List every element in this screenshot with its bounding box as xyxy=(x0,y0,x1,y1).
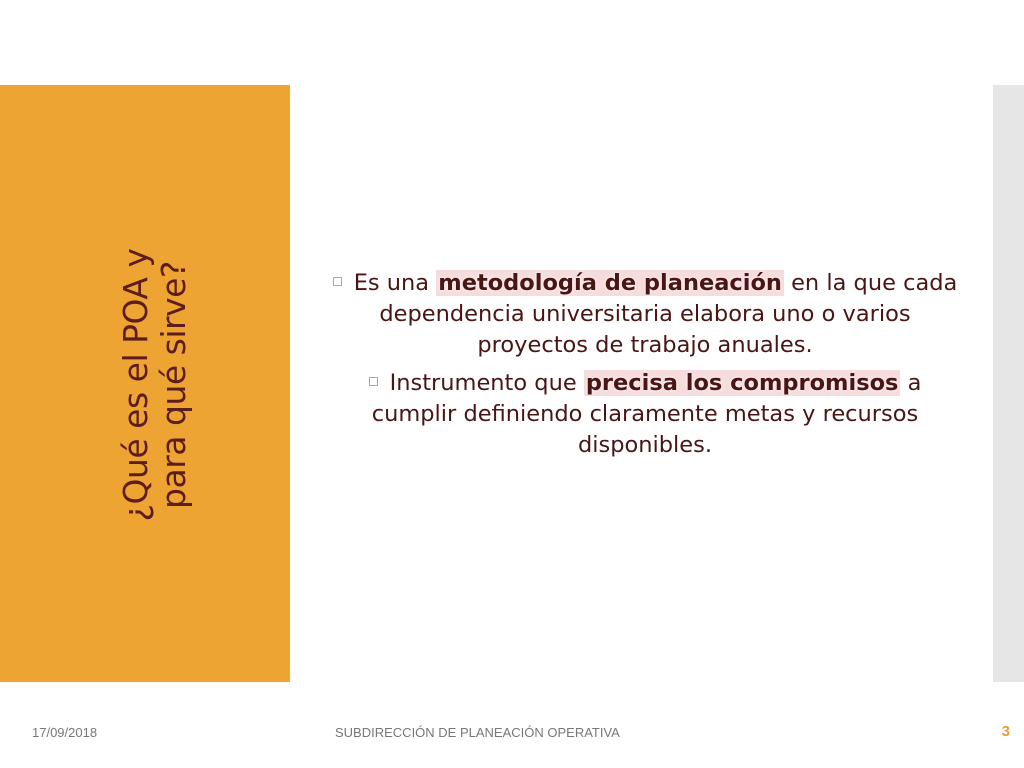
footer-department: SUBDIRECCIÓN DE PLANEACIÓN OPERATIVA xyxy=(335,725,620,740)
slide-title-line-1: ¿Qué es el POA y xyxy=(116,248,155,522)
bullet-item xyxy=(330,268,960,361)
bullet-highlight: precisa los compromisos xyxy=(585,370,899,396)
bullet-highlight: metodología de planeación xyxy=(438,270,782,296)
bullet-text-pre: Instrumento que xyxy=(389,370,584,396)
square-bullet-icon xyxy=(369,377,378,386)
bullet-text-post: en la que cada dependencia universitaria elabora uno o varios proyectos de trabajo anuales. xyxy=(379,270,958,358)
slide-content xyxy=(330,268,960,468)
footer-date: 17/09/2018 xyxy=(32,725,98,740)
slide-title xyxy=(117,105,193,665)
right-decorative-strip xyxy=(993,85,1024,682)
bullet-text-pre: Es una xyxy=(353,270,437,296)
bullet-text-post: a cumplir definiendo claramente metas y recursos disponibles. xyxy=(371,370,922,458)
page-number: 3 xyxy=(1001,723,1010,740)
square-bullet-icon xyxy=(333,277,342,286)
slide-title-line-2: para qué sirve? xyxy=(154,261,193,509)
bullet-item xyxy=(330,368,960,461)
